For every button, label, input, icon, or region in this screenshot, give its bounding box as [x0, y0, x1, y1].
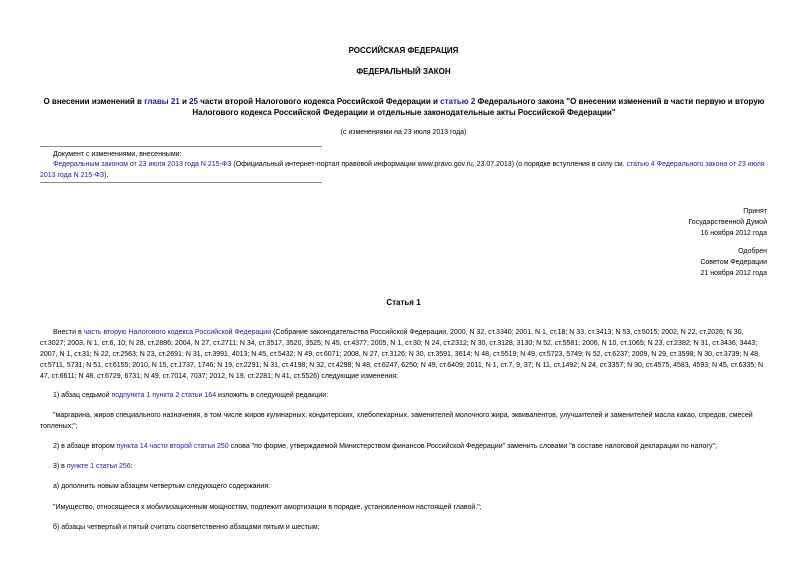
council-line-1: Одобрен — [738, 248, 767, 255]
title-text-3: части второй Налогового кодекса Российской Федерации и — [198, 97, 441, 106]
changes-link-article-4[interactable]: статью 4 Федерального закона от 23 июля 2013 года N 215-ФЗ — [40, 161, 765, 179]
item-1 — [40, 390, 768, 401]
changes-heading: Документ с изменениями, внесенными: — [53, 151, 182, 158]
item-2 — [40, 441, 768, 452]
title-text-2: и — [179, 97, 190, 106]
duma-line-3: 16 ноября 2012 года — [700, 230, 767, 237]
adoption-duma — [688, 206, 767, 239]
sub-item-b: б) абзацы четвертый и пятый считать соответственно абзацами пятым и шестым; — [53, 524, 320, 531]
item2-text-b: слова "по форме, утверждаемой Министерством финансов Российской Федерации" заменить словами "в составе налоговой декларации по налогу"; — [228, 443, 717, 450]
council-line-2: Советом Федерации — [700, 259, 767, 266]
item1-text-a: 1) абзац седьмой — [53, 392, 112, 399]
changes-text — [40, 159, 768, 181]
council-line-3: 21 ноября 2012 года — [700, 270, 767, 277]
changes-text-2: ). — [104, 172, 109, 179]
item1-text-b: изложить в следующей редакции: — [216, 392, 329, 399]
intro-link-tax-code[interactable]: часть вторую Налогового кодекса Российской Федерации — [83, 329, 272, 336]
item3-link[interactable]: пункте 1 статьи 256 — [66, 463, 131, 470]
article-title: Статья 1 — [386, 298, 421, 307]
item1-link[interactable]: подпункта 1 пункта 2 статьи 164 — [111, 392, 217, 399]
divider-top — [40, 146, 322, 147]
title-link-chapter-25[interactable]: 25 — [189, 97, 199, 106]
title-text-4: Федерального закона "О внесении изменений в части первую и вторую Налогового кодекса Российской Федерации и отдельные законодательные акты Российской Федерации" — [192, 97, 765, 117]
quote-1: "маргарина, жиров специального назначения, в том числе жиров кулинарных, кондитерских, хлебопекарных, заменителей молочного жира, эквивалентов, улучшителей и заменителей масла какао, спредов, смесей топленых;"; — [40, 412, 753, 430]
article-intro — [40, 327, 768, 382]
adoption-council — [700, 246, 767, 279]
document-title — [40, 96, 768, 118]
title-text-1: О внесении изменений в — [43, 97, 145, 106]
quote-2: "Имущество, относящееся к мобилизационным мощностям, подлежит амортизации в порядке, установленном настоящей главой."; — [53, 504, 482, 511]
intro-text-1: Внести в — [53, 329, 84, 336]
changes-text-1: (Официальный интернет-портал правовой информации www.pravo.gov.ru, 23.07.2013) (о порядке вступления в силу см. — [231, 161, 627, 168]
sub-item-a: а) дополнить новым абзацем четвертым следующего содержания: — [53, 483, 271, 490]
item-3 — [40, 461, 768, 472]
item2-text-a: 2) в абзаце втором — [53, 443, 117, 450]
law-type-heading: ФЕДЕРАЛЬНЫЙ ЗАКОН — [356, 67, 451, 76]
title-link-article-2[interactable]: статью 2 — [440, 97, 476, 106]
edition-note: (с изменениями на 23 июля 2013 года) — [340, 129, 467, 136]
item3-text-b: : — [130, 463, 133, 470]
duma-line-2: Государственной Думой — [688, 219, 767, 226]
item2-link[interactable]: пункта 14 части второй статьи 250 — [116, 443, 229, 450]
duma-line-1: Принят — [743, 208, 767, 215]
title-link-chapter-21[interactable]: главы 21 — [144, 97, 180, 106]
changes-link-law-215[interactable]: Федеральным законом от 23 июля 2013 года N 215-ФЗ — [53, 161, 232, 168]
item3-text-a: 3) в — [53, 463, 67, 470]
intro-text-2: (Собрание законодательства Российской Федерации, 2000, N 32, ст.3340; 2001, N 1, ст.18; N 33, ст.3413; N 53, ст.5015; 2002, N 22, ст.2026; N 30, ст.3027; 2003, N 1, ст.6, 10; N 28, ст.2886; 2004, N 27, ст.2711; N 34, ст.3517, 3520, 3525; N 45, ст.4377; 2005, N 1, ст.30; N 24, ст.2312; N 30, ст.3128, 3130; N 52, ст.5581; 2006, N 10, ст.1065; N 23, ст.2382; N 31, ст.3436, 3443; 2007, N 1, ст.31; N 22, ст.2563; N 23, ст.2691; N 31, ст.3991, 4013; N 45, ст.5432; N 49, ст.6071; 2008, N 27, ст.3126; N 30, ст.3591, 3614; N 48, ст.5519; N 49, ст.5723, 5749; N 52, ст.6237; 2009, N 29, ст.3598; N 30, ст.3739; N 48, ст.5711, 5731; N 51, ст.6155; 2010, N 15, ст.1737, 1746; N 19, ст.2291; N 31, ст.4198; N 32, ст.4298; N 48, ст.6247, 6250; N 49, ст.6409; 2011, N 1, ст.7, 9, 37; N 11, ст.1492; N 24, ст.3357; N 30, ст.4575, 4583, 4593; N 45, ст.6335; N 47, ст.6611; N 48, ст.6729, 6731; N 49, ст.7014, 7037; 2012, N 19, ст.2281; N 41, ст.5526) следующие изменения: — [40, 329, 764, 380]
country-heading: РОССИЙСКАЯ ФЕДЕРАЦИЯ — [348, 46, 459, 55]
divider-bottom — [40, 182, 322, 183]
